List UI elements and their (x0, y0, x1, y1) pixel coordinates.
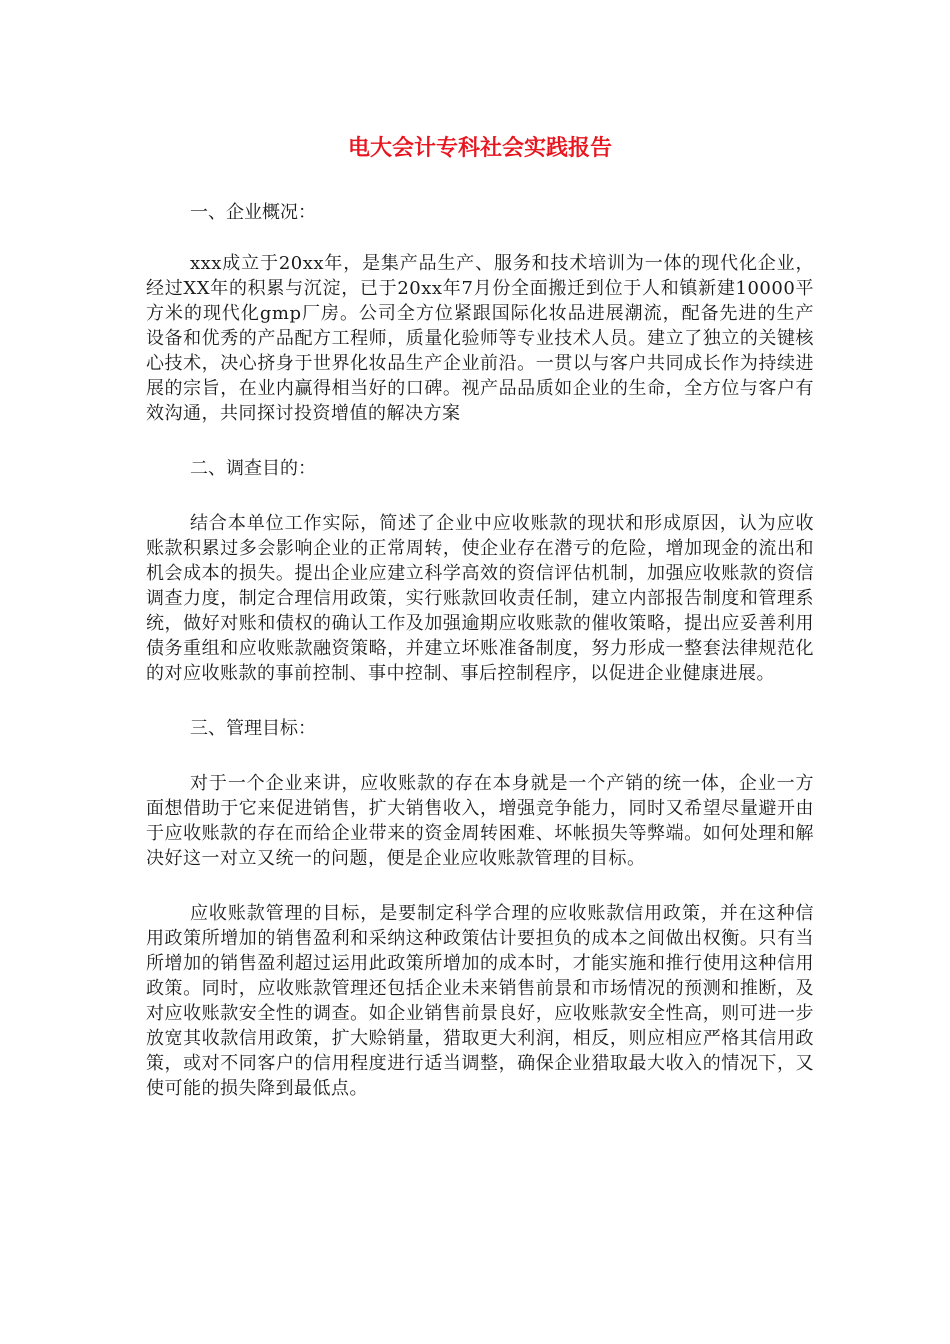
paragraph-purpose: 结合本单位工作实际，简述了企业中应收账款的现状和形成原因，认为应收账款积累过多会影响企业的正常周转，使企业存在潜亏的危险，增加现金的流出和机会成本的损失。提出企业应建立科学高效的资信评估机制，加强应收账款的资信调查力度，制定合理信用政策，实行账款回收责任制，建立内部报告制度和管理系统，做好对账和债权的确认工作及加强逾期应收账款的催收策略，提出应妥善利用债务重组和应收账款融资策略，并建立坏账准备制度，努力形成一整套法律规范化的对应收账款的事前控制、事中控制、事后控制程序，以促进企业健康进展。 (146, 513, 814, 684)
paragraph-goals-2: 应收账款管理的目标，是要制定科学合理的应收账款信用政策，并在这种信用政策所增加的销售盈利和采纳这种政策估计要担负的成本之间做出权衡。只有当所增加的销售盈利超过运用此政策所增加的成本时，才能实施和推行使用这种信用政策。同时，应收账款管理还包括企业未来销售前景和市场情况的预测和推断，及对应收账款安全性的调查。如企业销售前景良好，应收账款安全性高，则可进一步放宽其收款信用政策，扩大赊销量，猎取更大利润，相反，则应相应严格其信用政策，或对不同客户的信用程度进行适当调整，确保企业猎取最大收入的情况下，又使可能的损失降到最低点。 (146, 903, 814, 1099)
section-heading-purpose: 二、调查目的： (190, 458, 316, 479)
paragraph-overview: xxx成立于20xx年，是集产品生产、服务和技术培训为一体的现代化企业，经过XX年的积累与沉淀，已于20xx年7月份全面搬迁到位于人和镇新建10000平方米的现代化gmp厂房。公司全方位紧跟国际化妆品进展潮流，配备先进的生产设备和优秀的产品配方工程师，质量化验师等专业技术人员。建立了独立的关键核心技术，决心挤身于世界化妆品生产企业前沿。一贯以与客户共同成长作为持续进展的宗旨，在业内赢得相当好的口碑。视产品品质如企业的生命，全方位与客户有效沟通，共同探讨投资增值的解决方案 (146, 253, 814, 424)
section-heading-overview: 一、企业概况： (190, 202, 316, 223)
document-page (146, 0, 814, 1101)
section-heading-goals: 三、管理目标： (190, 718, 316, 739)
paragraph-goals-1: 对于一个企业来讲，应收账款的存在本身就是一个产销的统一体，企业一方面想借助于它来促进销售，扩大销售收入，增强竞争能力，同时又希望尽量避开由于应收账款的存在而给企业带来的资金周转困难、坏帐损失等弊端。如何处理和解决好这一对立又统一的问题，便是企业应收账款管理的目标。 (146, 773, 814, 869)
document-title: 电大会计专科社会实践报告 (347, 136, 612, 161)
